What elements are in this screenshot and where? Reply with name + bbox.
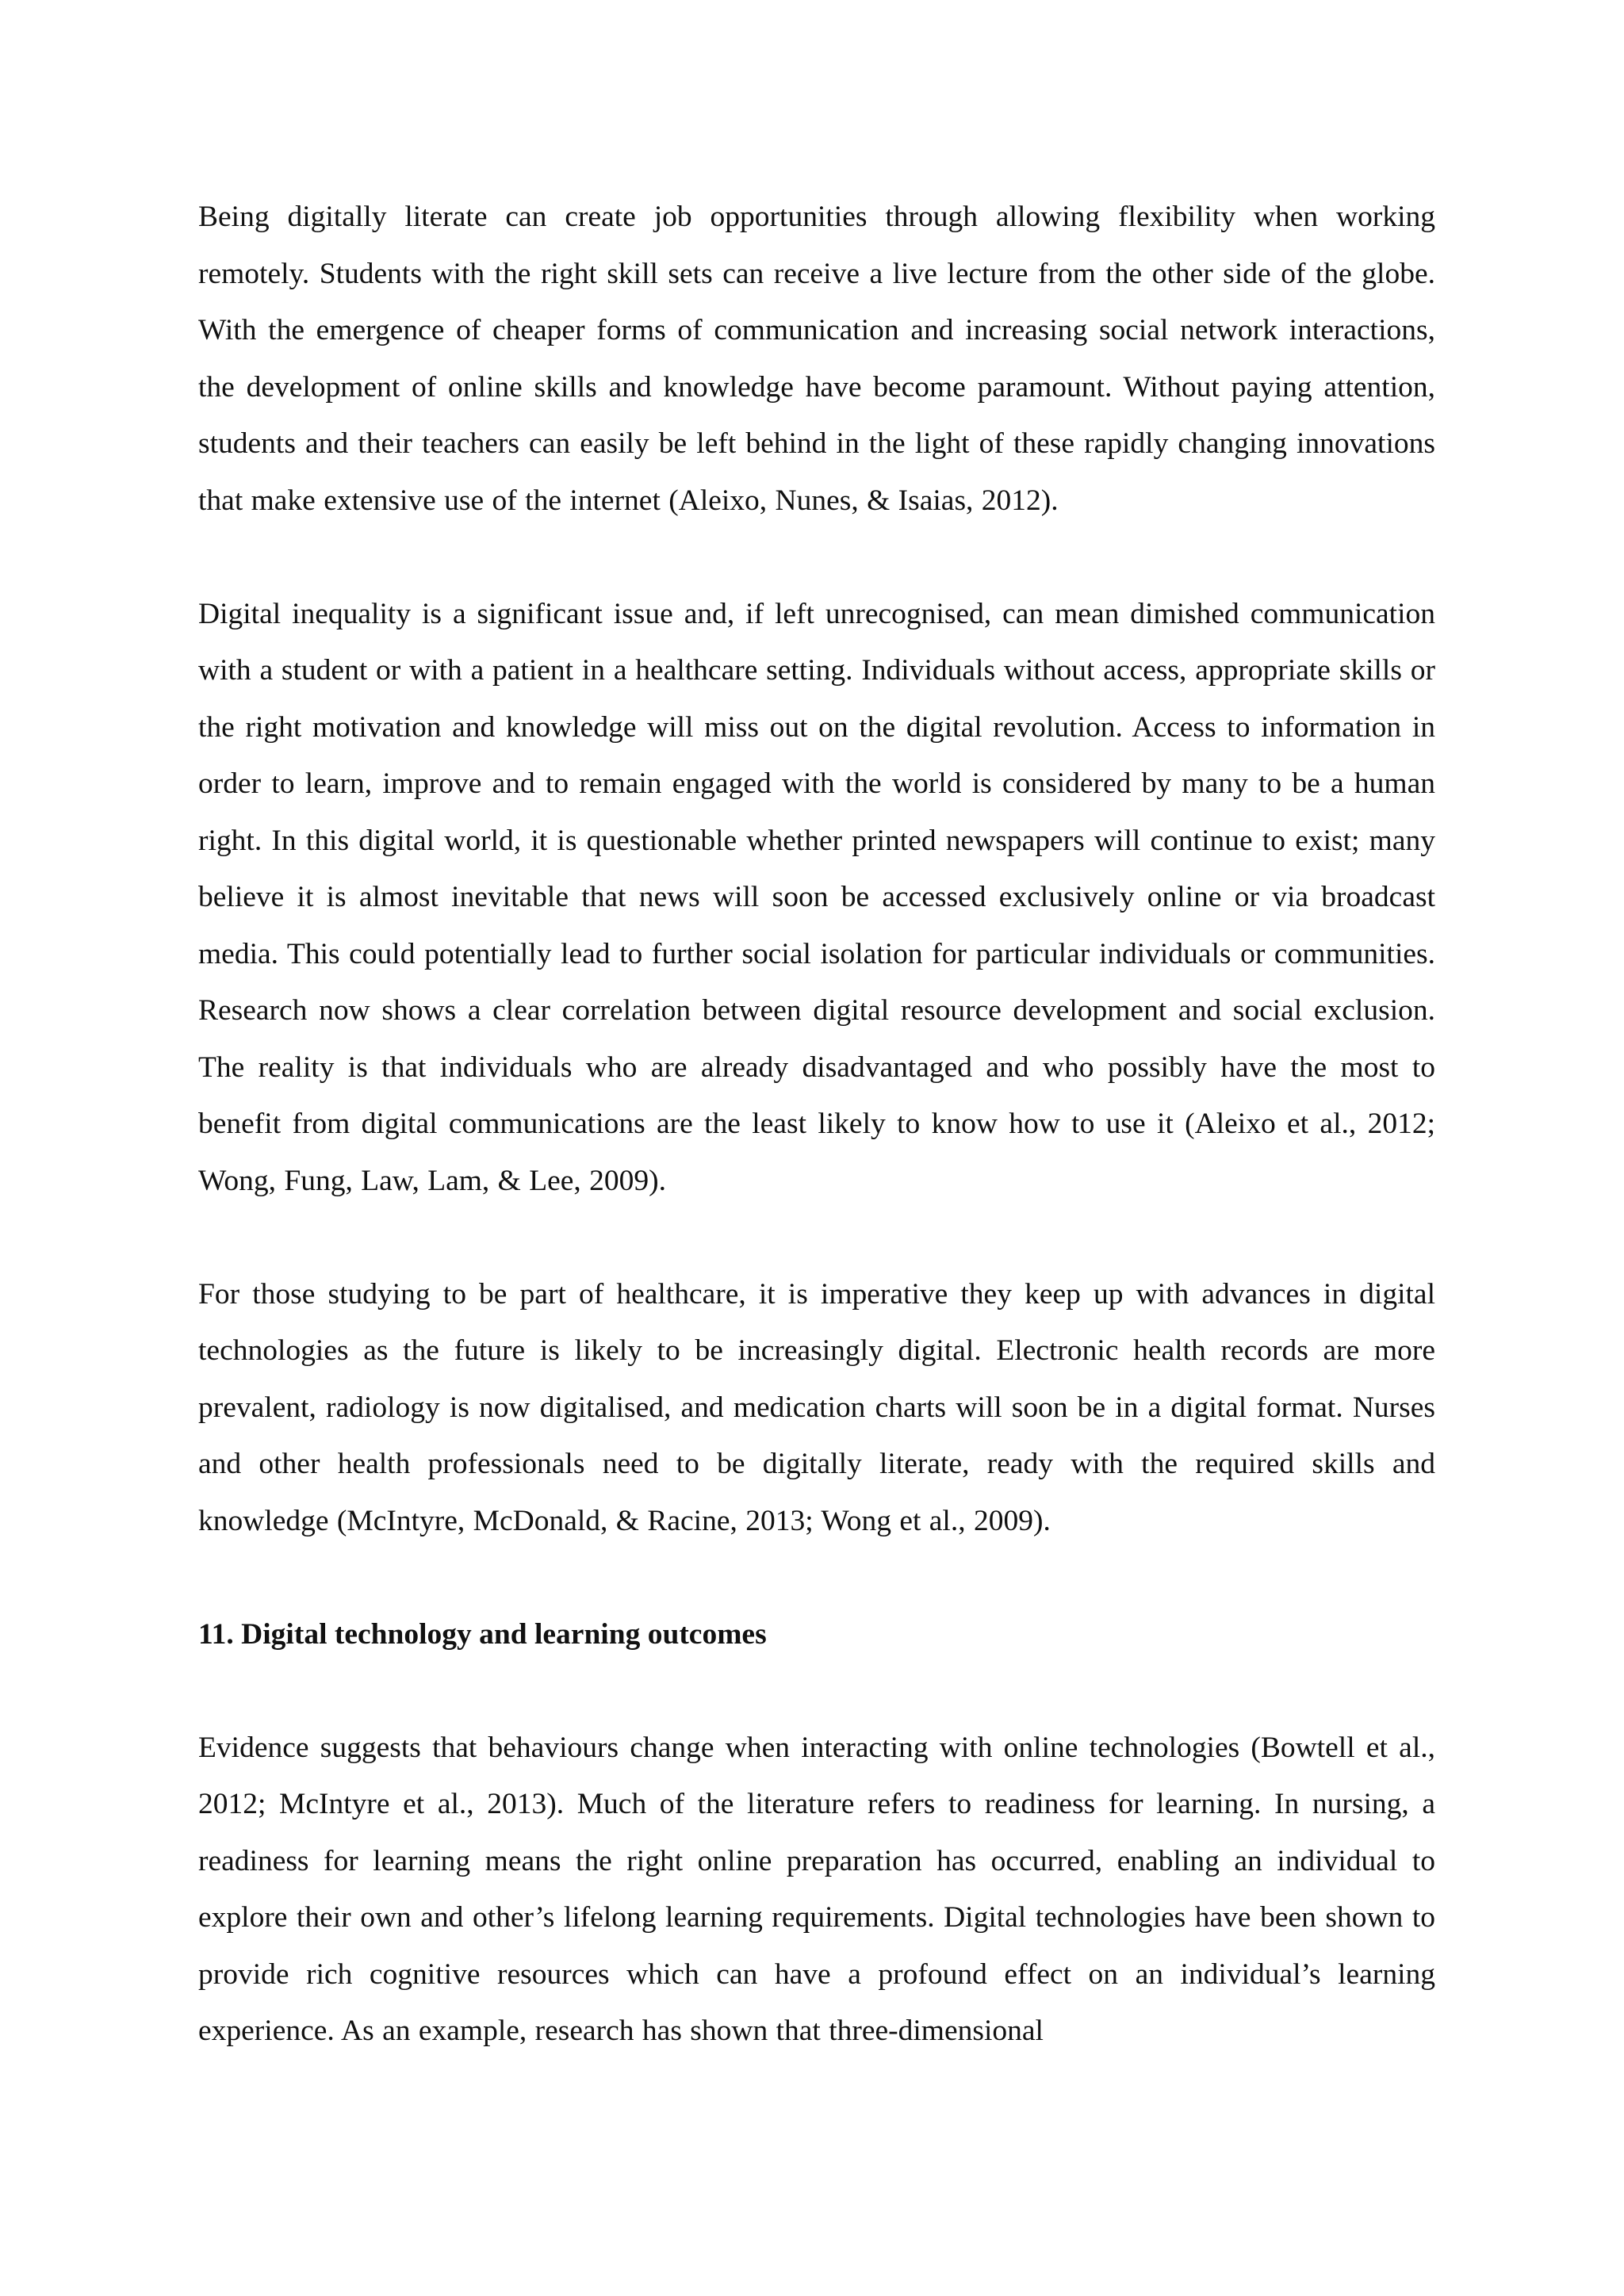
section-heading: 11. Digital technology and learning outcomes — [198, 1617, 767, 1651]
paragraph-digital-literacy: Being digitally literate can create job opportunities through allowing flexibility when working remotely. Students with the right skill sets can receive a live lecture from the other side of the globe. With the emergence of cheaper forms of communication and increasing social network interactions, the development of online skills and knowledge have become paramount. Without paying attention, students and their teachers can easily be left behind in the light of these rapidly changing innovations that make extensive use of the internet (Aleixo, Nunes, & Isaias, 2012). — [198, 201, 1435, 517]
paragraph-learning-outcomes: Evidence suggests that behaviours change when interacting with online technologies (Bowtell et al., 2012; McIntyre et al., 2013). Much of the literature refers to readiness for learning. In nursing, a readiness for learning means the right online preparation has occurred, enabling an individual to explore their own and other’s lifelong learning requirements. Digital technologies have been shown to provide rich cognitive resources which can have a profound effect on an individual’s learning experience. As an example, research has shown that three-dimensional — [198, 1731, 1435, 2047]
paragraph-healthcare-digital: For those studying to be part of healthcare, it is imperative they keep up with advances in digital technologies as the future is likely to be increasingly digital. Electronic health records are more prevalent, radiology is now digitalised, and medication charts will soon be in a digital format. Nurses and other health professionals need to be digitally literate, ready with the required skills and knowledge (McIntyre, McDonald, & Racine, 2013; Wong et al., 2009). — [198, 1277, 1435, 1537]
document-body — [198, 189, 1435, 2060]
paragraph-digital-inequality: Digital inequality is a significant issue and, if left unrecognised, can mean dimished communication with a student or with a patient in a healthcare setting. Individuals without access, appropriate skills or the right motivation and knowledge will miss out on the digital revolution. Access to information in order to learn, improve and to remain engaged with the world is considered by many to be a human right. In this digital world, it is questionable whether printed newspapers will continue to exist; many believe it is almost inevitable that news will soon be accessed exclusively online or via broadcast media. This could potentially lead to further social isolation for particular individuals or communities. Research now shows a clear correlation between digital resource development and social exclusion. The reality is that individuals who are already disadvantaged and who possibly have the most to benefit from digital communications are the least likely to know how to use it (Aleixo et al., 2012; Wong, Fung, Law, Lam, & Lee, 2009). — [198, 597, 1435, 1197]
